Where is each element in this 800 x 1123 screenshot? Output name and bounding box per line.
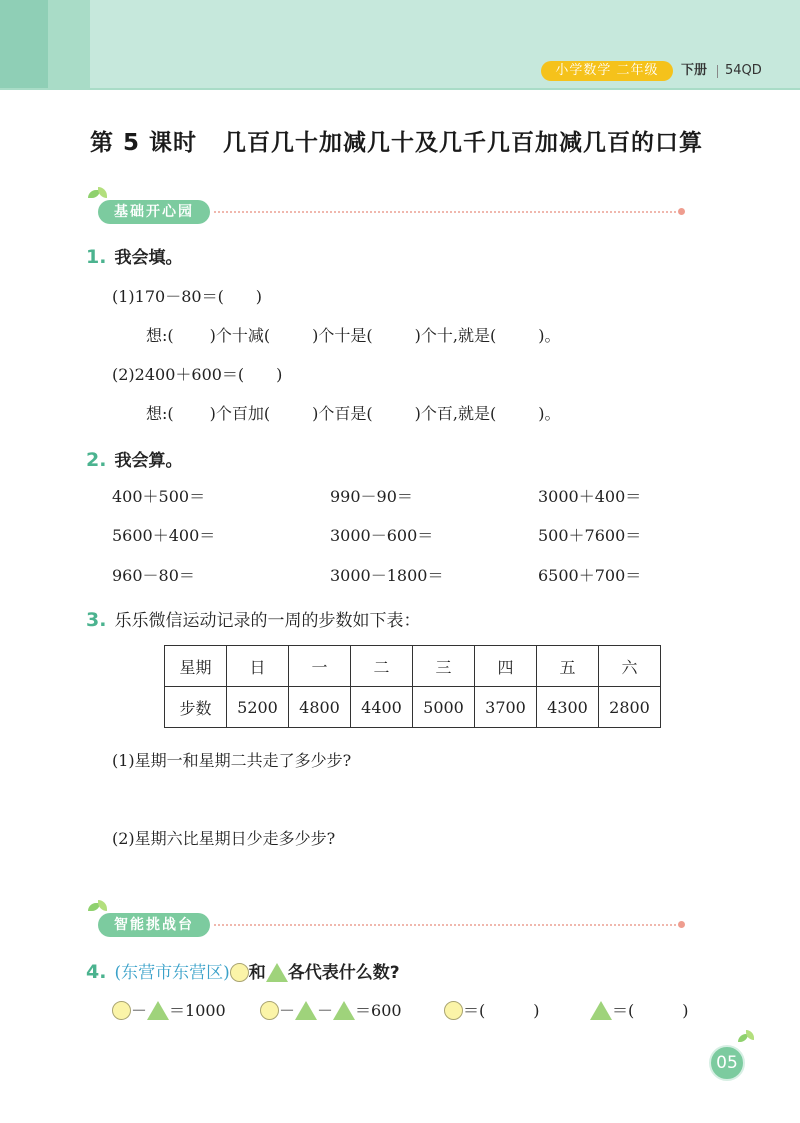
page-header <box>0 0 800 90</box>
question-prompt: 我会填。 <box>114 248 183 268</box>
table-cell: 日 <box>227 646 289 687</box>
table-row <box>165 687 661 728</box>
calc-item: 3000＋400＝ <box>538 487 642 506</box>
circle-icon <box>112 1001 131 1020</box>
calc-item: 6500＋700＝ <box>538 566 642 585</box>
q3-sub1: (1)星期一和星期二共走了多少步? <box>112 751 352 770</box>
header-stripe <box>48 0 90 90</box>
table-cell: 4400 <box>351 687 413 728</box>
q1-part2-think: 想:( )个百加( )个百是( )个百,就是( )。 <box>146 404 561 423</box>
table-row <box>165 646 661 687</box>
circle-icon <box>230 963 249 982</box>
circle-icon <box>260 1001 279 1020</box>
question-prompt: 各代表什么数? <box>287 963 400 983</box>
divider-end-dot <box>678 208 685 215</box>
location-tag: (东营市东营区) <box>114 963 230 983</box>
question-number: 3. <box>86 609 107 631</box>
q3-sub2: (2)星期六比星期日少走多少步? <box>112 829 336 848</box>
section-basic-header <box>88 200 688 224</box>
leaf-icon <box>98 187 107 198</box>
table-cell: 四 <box>475 646 537 687</box>
q1-part1: (1)170－80＝( ) <box>112 287 263 306</box>
triangle-icon <box>295 1001 317 1020</box>
page-number: 05 <box>709 1045 745 1081</box>
section-basic-label: 基础开心园 <box>98 200 210 224</box>
calc-item: 3000－1800＝ <box>330 566 444 585</box>
table-header-cell: 步数 <box>165 687 227 728</box>
question-number: 1. <box>86 246 107 268</box>
section-challenge-header <box>88 913 688 937</box>
header-stripe <box>0 0 48 90</box>
table-cell: 五 <box>537 646 599 687</box>
triangle-icon <box>266 963 288 982</box>
question-prompt: 我会算。 <box>114 451 183 471</box>
triangle-icon <box>333 1001 355 1020</box>
table-cell: 4800 <box>289 687 351 728</box>
table-header-cell: 星期 <box>165 646 227 687</box>
q4-equation-2: － － ＝600 <box>260 998 402 1021</box>
question-4: 4. (东营市东营区) 和 各代表什么数? <box>86 961 400 983</box>
divider-end-dot <box>678 921 685 928</box>
page-title <box>90 124 703 157</box>
table-cell: 2800 <box>599 687 661 728</box>
volume-label: 下册 <box>681 63 708 78</box>
lesson-topic: 几百几十加减几十及几千几百加减几百的口算 <box>223 130 704 156</box>
table-cell: 一 <box>289 646 351 687</box>
triangle-icon <box>590 1001 612 1020</box>
leaf-icon <box>746 1030 754 1040</box>
circle-icon <box>444 1001 463 1020</box>
question-number: 4. <box>86 961 107 983</box>
table-cell: 三 <box>413 646 475 687</box>
q4-equation-3: ＝( ) <box>444 998 540 1021</box>
q4-equation-1: － ＝1000 <box>112 998 226 1021</box>
calc-item: 5600＋400＝ <box>112 526 216 545</box>
subject-badge: 小学数学 二年级 <box>541 61 673 81</box>
steps-table <box>164 645 661 728</box>
lesson-number: 第 5 课时 <box>90 130 198 156</box>
triangle-icon <box>147 1001 169 1020</box>
table-cell: 3700 <box>475 687 537 728</box>
q1-part1-think: 想:( )个十减( )个十是( )个十,就是( )。 <box>146 326 561 345</box>
question-3 <box>86 606 420 631</box>
table-cell: 5000 <box>413 687 475 728</box>
table-cell: 5200 <box>227 687 289 728</box>
table-cell: 六 <box>599 646 661 687</box>
q4-equation-4: ＝( ) <box>590 998 689 1021</box>
leaf-icon <box>98 900 107 911</box>
calc-item: 3000－600＝ <box>330 526 434 545</box>
question-2 <box>86 446 182 471</box>
dotted-divider <box>214 211 676 213</box>
q1-part2: (2)2400＋600＝( ) <box>112 365 283 384</box>
section-challenge-label: 智能挑战台 <box>98 913 210 937</box>
calc-item: 960－80＝ <box>112 566 195 585</box>
question-number: 2. <box>86 449 107 471</box>
question-1 <box>86 243 182 268</box>
table-cell: 4300 <box>537 687 599 728</box>
edition-code: 54QD <box>725 63 762 78</box>
calc-item: 500＋7600＝ <box>538 526 642 545</box>
header-separator <box>717 65 718 78</box>
dotted-divider <box>214 924 676 926</box>
table-cell: 二 <box>351 646 413 687</box>
question-prompt: 乐乐微信运动记录的一周的步数如下表： <box>114 611 421 631</box>
header-divider <box>0 88 800 90</box>
calc-item: 990－90＝ <box>330 487 413 506</box>
calc-item: 400＋500＝ <box>112 487 206 506</box>
